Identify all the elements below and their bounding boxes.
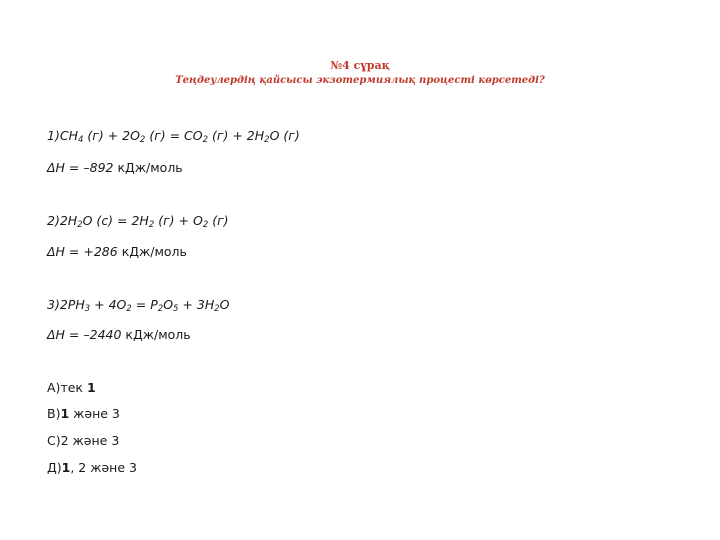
eq-part: O (с) = 2H [82, 213, 149, 228]
enthalpy-value: ΔH = +286 [47, 244, 122, 259]
reaction-1-enthalpy [47, 159, 183, 177]
eq-subscript: 3 [84, 304, 91, 314]
answer-option-b[interactable] [47, 405, 120, 423]
option-text: тек [60, 380, 87, 395]
eq-part: (г) [208, 213, 229, 228]
eq-part: (г) + 2H [208, 128, 265, 143]
question-header [0, 58, 720, 88]
reaction-3-enthalpy [47, 326, 191, 344]
reaction-2-enthalpy [47, 243, 187, 261]
eq-subscript: 2 [148, 220, 155, 230]
option-text-bold: 1 [86, 380, 96, 395]
option-text: 2 және 3 [60, 433, 120, 448]
enthalpy-unit: кДж/моль [117, 160, 183, 175]
eq-subscript: 5 [173, 304, 179, 314]
eq-subscript: 2 [157, 304, 164, 314]
eq-subscript: 2 [202, 135, 209, 145]
answer-option-a[interactable] [47, 379, 96, 397]
question-title: №4 сұрақ [330, 59, 390, 72]
reaction-3-equation [47, 296, 230, 314]
option-letter: В) [47, 406, 61, 421]
reaction-2-equation [47, 212, 229, 230]
eq-part: (г) + 2O [83, 128, 140, 143]
reaction-1-number: 1) [47, 128, 60, 143]
option-text: және 3 [69, 406, 120, 421]
enthalpy-value: ΔH = –892 [47, 160, 118, 175]
eq-part: + 3H [178, 297, 215, 312]
option-text-bold: 1 [60, 406, 70, 421]
eq-subscript: 2 [264, 135, 270, 145]
eq-part: O [163, 297, 174, 312]
reaction-2-number: 2) [47, 213, 60, 228]
answer-option-d[interactable] [47, 459, 137, 477]
eq-part: = P [131, 297, 158, 312]
option-letter: С) [47, 433, 61, 448]
eq-subscript: 2 [77, 220, 83, 230]
eq-subscript: 2 [126, 304, 132, 314]
option-text-bold: 1 [61, 460, 71, 475]
reaction-3-number: 3) [47, 297, 60, 312]
eq-part: O (г) [269, 128, 300, 143]
question-subtitle: Теңдеулердің қайсысы экзотермиялық процесті көрсетеді? [175, 75, 545, 86]
option-text: , 2 және 3 [70, 460, 137, 475]
eq-subscript: 4 [77, 135, 84, 145]
eq-subscript: 2 [139, 135, 146, 145]
eq-subscript: 2 [214, 304, 220, 314]
eq-subscript: 2 [202, 220, 209, 230]
enthalpy-unit: кДж/моль [121, 244, 187, 259]
eq-part: (г) + O [154, 213, 203, 228]
eq-part: O [219, 297, 230, 312]
eq-part: CH [59, 128, 78, 143]
eq-part: (г) = CO [145, 128, 203, 143]
enthalpy-value: ΔH = –2440 [47, 327, 126, 342]
eq-part: 2H [59, 213, 78, 228]
reaction-1-equation [47, 127, 300, 145]
answer-option-c[interactable] [47, 432, 119, 450]
eq-part: + 4O [90, 297, 127, 312]
enthalpy-unit: кДж/моль [125, 327, 191, 342]
option-letter: А) [47, 380, 61, 395]
eq-part: 2PH [59, 297, 85, 312]
option-letter: Д) [47, 460, 62, 475]
